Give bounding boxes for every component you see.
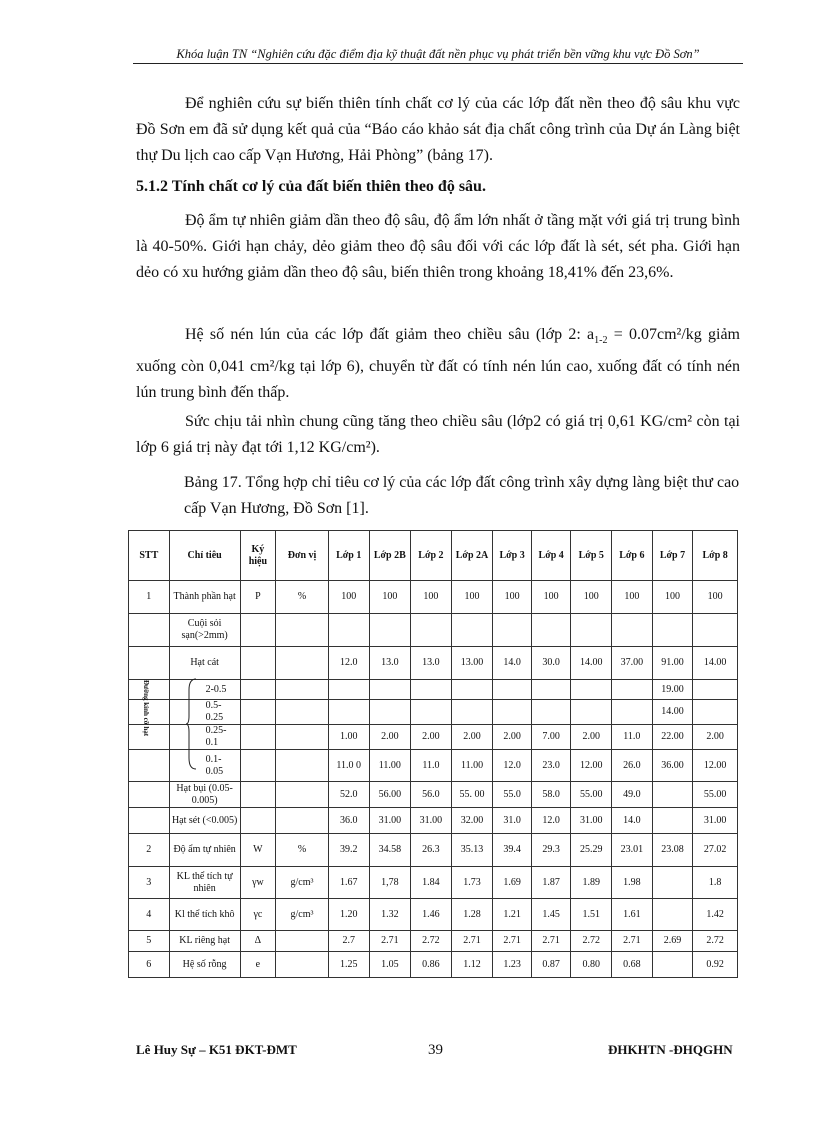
header-cell: Lớp 7 [652, 531, 693, 581]
table-cell: 2.72 [571, 931, 612, 952]
table-cell: g/cm³ [276, 867, 329, 899]
table-row [129, 782, 738, 808]
table-cell: 11.00 [369, 750, 411, 782]
table-cell [276, 725, 329, 750]
table-cell: 19.00 [652, 680, 693, 700]
table-cell: 1.8 [693, 867, 738, 899]
table-cell: 1.46 [411, 899, 452, 931]
table-cell [411, 614, 452, 647]
table-cell [531, 614, 571, 647]
table-cell: 7.00 [531, 725, 571, 750]
table-cell: 0.92 [693, 952, 738, 978]
table-cell: 1.45 [531, 899, 571, 931]
table-cell [276, 614, 329, 647]
curly-brace-icon [186, 678, 198, 770]
table-cell: 2.00 [369, 725, 411, 750]
paragraph-bearing: Sức chịu tải nhìn chung cũng tăng theo chiều sâu (lớp2 có giá trị 0,61 KG/cm² còn tại lớp 6 giá trị này đạt tới 1,12 KG/cm²). [136, 413, 740, 456]
table-cell: 22.00 [652, 725, 693, 750]
table-cell: 2.71 [612, 931, 653, 952]
table-cell [451, 700, 493, 725]
table-cell: 1.84 [411, 867, 452, 899]
table-cell: 12.0 [493, 750, 532, 782]
table-row [129, 680, 738, 700]
table-cell [612, 680, 653, 700]
table-cell: 100 [652, 581, 693, 614]
table-cell: 100 [369, 581, 411, 614]
table-cell: 35.13 [451, 834, 493, 867]
indicator-cell: 0.1-0.05 [169, 750, 240, 782]
table-cell: 1.20 [328, 899, 369, 931]
table-cell [652, 899, 693, 931]
table-cell [652, 808, 693, 834]
table-cell: 55. 00 [451, 782, 493, 808]
table-cell [129, 750, 170, 782]
table-cell: 12.00 [571, 750, 612, 782]
table-cell [276, 750, 329, 782]
header-cell: Lớp 1 [328, 531, 369, 581]
table-cell: g/cm³ [276, 899, 329, 931]
table-cell [276, 647, 329, 680]
table-cell: 23.01 [612, 834, 653, 867]
table-cell: 2.00 [571, 725, 612, 750]
table-cell: 14.00 [652, 700, 693, 725]
table-cell [276, 808, 329, 834]
table-cell: 1.51 [571, 899, 612, 931]
table-cell: 2.00 [411, 725, 452, 750]
table-cell [451, 680, 493, 700]
table-cell: 12.0 [328, 647, 369, 680]
table-cell [240, 614, 276, 647]
table-cell: P [240, 581, 276, 614]
table-cell: 2.72 [411, 931, 452, 952]
table-cell [240, 750, 276, 782]
table-cell [652, 952, 693, 978]
table-cell [276, 680, 329, 700]
table-row [129, 931, 738, 952]
table-cell [369, 614, 411, 647]
table-cell: 100 [531, 581, 571, 614]
table-cell: 31.00 [693, 808, 738, 834]
table-cell: 1.00 [328, 725, 369, 750]
table-cell: 11.0 [411, 750, 452, 782]
paragraph-compression [136, 322, 740, 406]
table-cell: 37.00 [612, 647, 653, 680]
table-cell: 100 [693, 581, 738, 614]
table-cell: 1.67 [328, 867, 369, 899]
table-cell: 58.0 [531, 782, 571, 808]
table-cell [411, 680, 452, 700]
table-cell: Δ [240, 931, 276, 952]
indicator-cell: Hạt cát [169, 647, 240, 680]
table-cell [240, 782, 276, 808]
table-cell: 1.89 [571, 867, 612, 899]
indicator-cell: Hạt bụi (0.05-0.005) [169, 782, 240, 808]
table-cell [571, 680, 612, 700]
table-cell: 12.0 [531, 808, 571, 834]
table-cell [652, 867, 693, 899]
table-cell: 55.0 [493, 782, 532, 808]
table-cell: 1.05 [369, 952, 411, 978]
footer-school: ĐHKHTN -ĐHQGHN [608, 1042, 733, 1057]
table-cell [531, 680, 571, 700]
table-cell [328, 614, 369, 647]
table-cell [531, 700, 571, 725]
table-cell [493, 680, 532, 700]
table-caption: Bảng 17. Tổng hợp chỉ tiêu cơ lý của các lớp đất công trình xây dựng làng biệt thư cao cấp Vạn Hương, Đồ Sơn [1]. [184, 474, 740, 517]
table-cell [240, 680, 276, 700]
table-cell: 0.87 [531, 952, 571, 978]
paragraph-moisture: Độ ẩm tự nhiên giảm dần theo độ sâu, độ ẩm lớn nhất ở tầng mặt với giá trị trung bình là 40-50%. Giới hạn chảy, dẻo giảm theo độ sâu đối với các lớp đất là sét, sét pha. Giới hạn dẻo có xu hướng giảm dần theo độ sâu, biến thiên trong khoảng 18,41% đến 23,6%. [136, 212, 740, 281]
table-cell: 34.58 [369, 834, 411, 867]
table-cell: 1.73 [451, 867, 493, 899]
indicator-cell: Hạt sét (<0.005) [169, 808, 240, 834]
table-cell [652, 614, 693, 647]
table-cell: 2.00 [451, 725, 493, 750]
table-cell: 11.0 0 [328, 750, 369, 782]
grain-size-brace-label: Đường kính cỡ hạt [142, 680, 150, 737]
table-cell: γw [240, 867, 276, 899]
table-row [129, 614, 738, 647]
table-cell [129, 808, 170, 834]
table-cell: 5 [129, 931, 170, 952]
table-cell [276, 782, 329, 808]
header-cell: Lớp 3 [493, 531, 532, 581]
table-cell: 26.0 [612, 750, 653, 782]
table-cell: 14.00 [693, 647, 738, 680]
table-row [129, 834, 738, 867]
table-cell: 2.69 [652, 931, 693, 952]
table-cell: 1 [129, 581, 170, 614]
table-cell: 56.00 [369, 782, 411, 808]
table-cell: 13.00 [451, 647, 493, 680]
table-cell [328, 680, 369, 700]
table-cell: 32.00 [451, 808, 493, 834]
table-cell: 23.0 [531, 750, 571, 782]
table-cell: 100 [411, 581, 452, 614]
table-cell: 1.21 [493, 899, 532, 931]
table-cell [276, 700, 329, 725]
compression-text-a: Hệ số nén lún của các lớp đất giảm theo chiều sâu (lớp 2: a [185, 326, 595, 343]
table-cell [129, 647, 170, 680]
table-cell: 0.86 [411, 952, 452, 978]
table-cell: 100 [328, 581, 369, 614]
table-header-row [129, 531, 738, 581]
table-row [129, 808, 738, 834]
header-cell: Lớp 5 [571, 531, 612, 581]
section-heading: 5.1.2 Tính chất cơ lý của đất biến thiên theo độ sâu. [136, 178, 486, 195]
table-cell: γc [240, 899, 276, 931]
table-cell: 2.71 [493, 931, 532, 952]
table-cell: 2.71 [531, 931, 571, 952]
table-cell [129, 614, 170, 647]
indicator-cell: 0.25-0.1 [169, 725, 240, 750]
indicator-cell: Thành phần hạt [169, 581, 240, 614]
soil-properties-table [128, 530, 738, 978]
table-cell: 0.80 [571, 952, 612, 978]
table-cell: 30.0 [531, 647, 571, 680]
table-cell: 2.72 [693, 931, 738, 952]
table-cell [451, 614, 493, 647]
running-header: Khóa luận TN “Nghiên cứu đặc điểm địa kỹ thuật đất nền phục vụ phát triển bền vững khu vực Đồ Sơn” [133, 47, 743, 64]
table-cell: 11.0 [612, 725, 653, 750]
table-cell [369, 680, 411, 700]
header-cell: Lớp 2B [369, 531, 411, 581]
table-cell: 1.98 [612, 867, 653, 899]
indicator-cell: 2-0.5 [169, 680, 240, 700]
indicator-cell: KL riêng hạt [169, 931, 240, 952]
table-cell: 1.61 [612, 899, 653, 931]
table-cell [240, 808, 276, 834]
header-cell: Đơn vị [276, 531, 329, 581]
table-row [129, 899, 738, 931]
table-row [129, 647, 738, 680]
table-cell [612, 700, 653, 725]
table-cell [240, 647, 276, 680]
table-cell: 1,78 [369, 867, 411, 899]
header-cell: Lớp 4 [531, 531, 571, 581]
table-cell: 1.32 [369, 899, 411, 931]
table-cell: 52.0 [328, 782, 369, 808]
table-cell: e [240, 952, 276, 978]
table-row [129, 581, 738, 614]
table-row [129, 700, 738, 725]
table-cell: 27.02 [693, 834, 738, 867]
table-row [129, 952, 738, 978]
table-cell: 1.28 [451, 899, 493, 931]
table-cell: 31.00 [369, 808, 411, 834]
table-cell [493, 614, 532, 647]
table-cell: % [276, 581, 329, 614]
indicator-cell: 0.5-0.25 [169, 700, 240, 725]
table-cell [328, 700, 369, 725]
table-cell: 100 [612, 581, 653, 614]
table-cell: 55.00 [571, 782, 612, 808]
table-cell: 2.00 [693, 725, 738, 750]
footer-author: Lê Huy Sự – K51 ĐKT-ĐMT [136, 1042, 297, 1057]
table-cell: 13.0 [411, 647, 452, 680]
table-cell: 4 [129, 899, 170, 931]
table-cell [411, 700, 452, 725]
table-cell: 31.0 [493, 808, 532, 834]
table-cell: 1.25 [328, 952, 369, 978]
table-cell: W [240, 834, 276, 867]
table-cell: 1.87 [531, 867, 571, 899]
table-cell [493, 700, 532, 725]
table-cell: 91.00 [652, 647, 693, 680]
table-cell [276, 931, 329, 952]
table-cell: 3 [129, 867, 170, 899]
table-cell: 14.00 [571, 647, 612, 680]
table-cell [612, 614, 653, 647]
table-cell [571, 700, 612, 725]
table-cell [240, 700, 276, 725]
indicator-cell: Kl thể tích khô [169, 899, 240, 931]
table-cell: 31.00 [571, 808, 612, 834]
table-cell: % [276, 834, 329, 867]
page-number: 39 [428, 1042, 443, 1058]
table-body [129, 581, 738, 978]
table-cell: 26.3 [411, 834, 452, 867]
table-cell: 12.00 [693, 750, 738, 782]
table-cell: 23.08 [652, 834, 693, 867]
table-cell [369, 700, 411, 725]
paragraph-intro: Để nghiên cứu sự biến thiên tính chất cơ lý của các lớp đất nền theo độ sâu khu vực Đồ Sơn em đã sử dụng kết quả của “Báo cáo khảo sát địa chất công trình của Dự án Làng biệt thự Du lịch cao cấp Vạn Hương, Hải Phòng” (bảng 17). [136, 95, 740, 164]
header-cell: Lớp 6 [612, 531, 653, 581]
table-cell [571, 614, 612, 647]
header-cell: Lớp 8 [693, 531, 738, 581]
indicator-cell: Độ ẩm tự nhiên [169, 834, 240, 867]
indicator-cell: KL thể tích tự nhiên [169, 867, 240, 899]
table-row [129, 725, 738, 750]
table-cell: 55.00 [693, 782, 738, 808]
table-cell [276, 952, 329, 978]
table-cell: 36.00 [652, 750, 693, 782]
table-cell: 2.71 [451, 931, 493, 952]
compression-subscript: 1-2 [594, 335, 608, 347]
compression-text-b: = 0.07cm²/kg giảm xuống còn 0,041 cm²/kg tại lớp 6), chuyển từ đất có tính nén lún cao, xuống đất có tính nén lún trung bình đến thấp. [136, 326, 741, 402]
table-cell: 2 [129, 834, 170, 867]
table-row [129, 867, 738, 899]
table-cell [652, 782, 693, 808]
header-cell: Ký hiệu [240, 531, 276, 581]
table-cell [240, 725, 276, 750]
table-cell: 13.0 [369, 647, 411, 680]
table-cell: 2.71 [369, 931, 411, 952]
table-cell: 1.12 [451, 952, 493, 978]
table-cell: 11.00 [451, 750, 493, 782]
header-cell: Chỉ tiêu [169, 531, 240, 581]
table-cell: 56.0 [411, 782, 452, 808]
table-cell [693, 700, 738, 725]
table-row [129, 750, 738, 782]
table-cell: 6 [129, 952, 170, 978]
table-cell: 39.4 [493, 834, 532, 867]
table-cell: 100 [493, 581, 532, 614]
table-cell [129, 782, 170, 808]
table-cell: 14.0 [612, 808, 653, 834]
table-cell: 29.3 [531, 834, 571, 867]
table-cell: 31.00 [411, 808, 452, 834]
table-cell: 100 [451, 581, 493, 614]
table-cell: 1.23 [493, 952, 532, 978]
table-cell: 1.42 [693, 899, 738, 931]
header-cell: Lớp 2A [451, 531, 493, 581]
table-cell: 0.68 [612, 952, 653, 978]
table-cell: 25.29 [571, 834, 612, 867]
table-cell: 49.0 [612, 782, 653, 808]
indicator-cell: Cuội sỏi sạn(>2mm) [169, 614, 240, 647]
header-cell: STT [129, 531, 170, 581]
table-cell: 36.0 [328, 808, 369, 834]
table-cell: 14.0 [493, 647, 532, 680]
table-cell: 100 [571, 581, 612, 614]
indicator-cell: Hệ số rỗng [169, 952, 240, 978]
table-cell: 39.2 [328, 834, 369, 867]
table-cell: 2.7 [328, 931, 369, 952]
table-cell [693, 614, 738, 647]
header-cell: Lớp 2 [411, 531, 452, 581]
table-cell: 2.00 [493, 725, 532, 750]
table-cell: 1.69 [493, 867, 532, 899]
table-cell [693, 680, 738, 700]
